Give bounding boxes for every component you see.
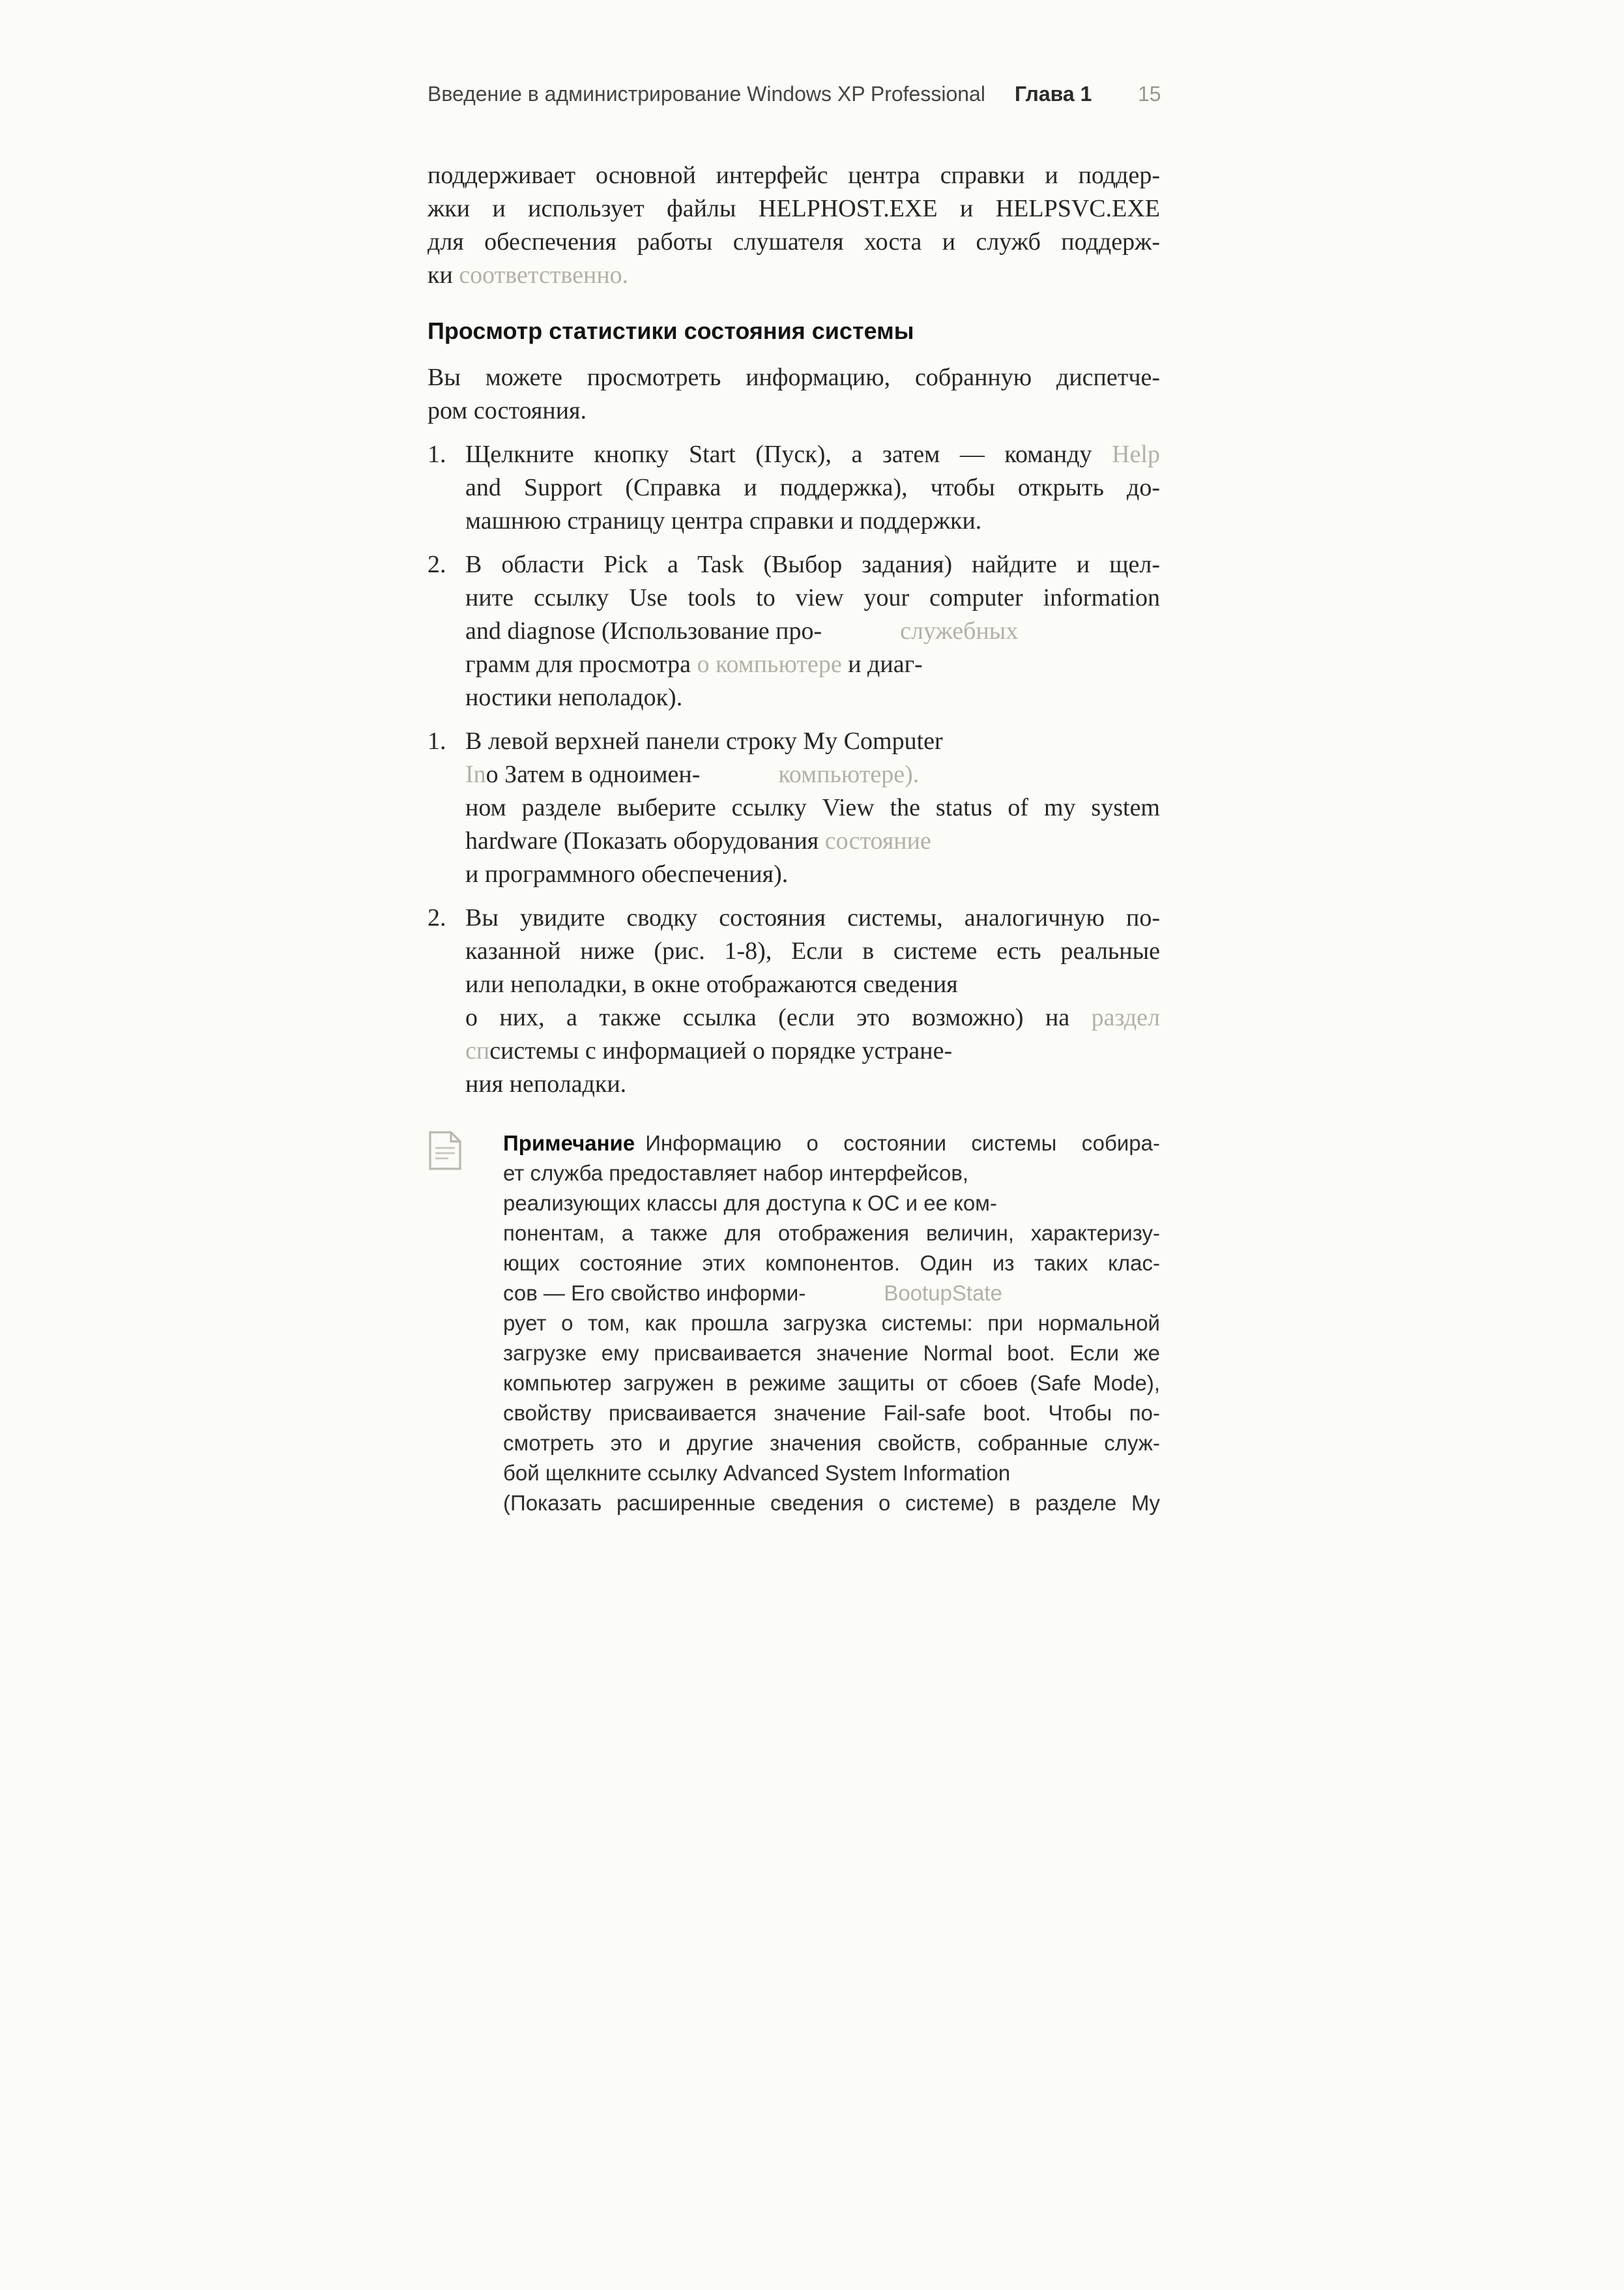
note-icon [428, 1131, 463, 1170]
text-segment: Вы можете просмотреть информацию, собранную диспетче- [428, 364, 1160, 391]
text-segment: (Показать расширенные сведения о системе) в разделе My [503, 1491, 1160, 1515]
text-segment: системы с информацией о порядке устране- [489, 1037, 953, 1064]
text-segment: для обеспечения работы слушателя хоста и служб поддерж- [428, 228, 1160, 256]
faded-text: Help [1112, 441, 1160, 468]
text-segment: и диаг- [841, 651, 923, 678]
text-line [428, 159, 1160, 192]
text-segment: смотреть это и другие значения свойств, собранные служ- [503, 1431, 1160, 1455]
list-number: 1. [428, 441, 446, 468]
text-line [503, 1308, 1160, 1338]
text-segment: ющих состояние этих компонентов. Один из таких клас- [503, 1251, 1160, 1275]
list-number: 2. [428, 904, 446, 932]
text-line [465, 471, 1160, 505]
list-number: 1. [428, 727, 446, 755]
text-segment: ния неполадки. [465, 1070, 627, 1098]
text-segment: бой щелкните ссылку Advanced System Information [503, 1461, 1011, 1485]
text-line [428, 394, 1160, 428]
text-line [428, 259, 1160, 292]
text-segment: ните ссылку Use tools to view your computer information [465, 584, 1160, 611]
text-line [503, 1128, 1160, 1158]
text-line [428, 192, 1160, 226]
text-line [465, 1001, 1160, 1035]
list-item-body [465, 725, 1160, 891]
text-line [503, 1248, 1160, 1278]
list-item-body [465, 438, 1160, 538]
running-header [428, 82, 1210, 111]
section-heading: Просмотр статистики состояния системы [428, 317, 914, 344]
text-segment: компьютер загружен в режиме защиты от сбоев (Safe Mode), [503, 1371, 1160, 1395]
text-line [465, 725, 1160, 758]
text-segment: and Support (Справка и поддержка), чтобы открыть до- [465, 474, 1160, 501]
text-segment: реализующих классы для доступа к ОС и ее ком- [503, 1191, 997, 1215]
text-line [428, 226, 1160, 259]
list-item-step-2 [428, 548, 1160, 714]
text-line [503, 1338, 1160, 1368]
text-line [428, 361, 1160, 394]
text-segment: ностики неполадок). [465, 684, 683, 711]
list-item-substep-2 [428, 902, 1160, 1101]
header-page-number: 15 [1138, 82, 1161, 106]
text-segment: сов — Его свойство информи- [503, 1281, 806, 1305]
text-line [465, 935, 1160, 968]
faded-text: служебных [900, 617, 1019, 645]
header-title: Введение в администрирование Windows XP Professional [428, 82, 985, 106]
list-item-step-1 [428, 438, 1160, 538]
text-line [465, 968, 1160, 1001]
text-line [465, 758, 1160, 791]
text-line [503, 1398, 1160, 1428]
text-line [465, 1068, 1160, 1101]
faded-text: BootupState [884, 1281, 1002, 1305]
text-line [465, 902, 1160, 935]
text-segment: казанной ниже (рис. 1-8), Если в системе есть реальные [465, 937, 1160, 965]
list-item-body [465, 548, 1160, 714]
list-item-substep-1 [428, 725, 1160, 891]
text-line [503, 1458, 1160, 1488]
note-body [503, 1128, 1160, 1518]
text-segment: понентам, а также для отображения величин, характеризу- [503, 1221, 1160, 1245]
text-line [503, 1368, 1160, 1398]
text-segment: машнюю страницу центра справки и поддержки. [465, 507, 982, 535]
list-item-body [465, 902, 1160, 1101]
list-number: 2. [428, 551, 446, 578]
text-segment: hardware (Показать оборудования [465, 827, 825, 855]
faded-text: In [465, 761, 486, 788]
text-segment: поддерживает основной интерфейс центра справки и поддер- [428, 162, 1160, 189]
faded-text: сп [465, 1037, 490, 1064]
text-segment: загрузке ему присваивается значение Normal boot. Если же [503, 1341, 1160, 1365]
text-line [465, 681, 1160, 714]
text-segment: или неполадки, в окне отображаются сведения [465, 971, 958, 998]
text-line [503, 1428, 1160, 1458]
text-segment: о них, а также ссылка (если это возможно) на [465, 1004, 1092, 1031]
content [428, 159, 1160, 1518]
text-line [465, 648, 1160, 681]
text-line [465, 791, 1160, 825]
text-segment: В левой верхней панели строку My Computer [465, 727, 943, 755]
header-chapter: Глава 1 [1015, 82, 1092, 106]
text-line [465, 581, 1160, 615]
text-line [465, 858, 1160, 891]
text-line [503, 1188, 1160, 1218]
text-line [503, 1488, 1160, 1518]
text-segment: Вы увидите сводку состояния системы, аналогичную по- [465, 904, 1160, 932]
text-segment: жки и использует файлы HELPHOST.EXE и HELPSVC.EXE [428, 195, 1160, 222]
text-segment: о Затем в одноимен- [486, 761, 701, 788]
text-line [465, 505, 1160, 538]
text-segment: ром состояния. [428, 397, 587, 424]
text-segment: ки [428, 261, 459, 289]
section-intro [428, 361, 1160, 428]
text-segment: рует о том, как прошла загрузка системы: при нормальной [503, 1311, 1160, 1335]
text-line [465, 1035, 1160, 1068]
text-line [503, 1218, 1160, 1248]
text-segment: ном разделе выберите ссылку View the status of my system [465, 794, 1160, 821]
text-segment: Информацию о состоянии системы собира- [645, 1131, 1160, 1155]
text-segment: и программного обеспечения). [465, 860, 789, 888]
text-segment: грамм для просмотра [465, 651, 697, 678]
note-icon-column [428, 1128, 503, 1518]
text-line [465, 548, 1160, 581]
text-line [465, 438, 1160, 471]
note-label: Примечание [503, 1131, 635, 1155]
faded-text: состояние [824, 827, 931, 855]
intro-paragraph [428, 159, 1160, 292]
faded-text: раздел [1091, 1004, 1160, 1031]
text-line [503, 1158, 1160, 1188]
text-line [465, 825, 1160, 858]
text-segment: ет служба предоставляет набор интерфейсов, [503, 1161, 969, 1185]
faded-text: компьютере). [778, 761, 920, 788]
text-segment: Щелкните кнопку Start (Пуск), а затем — команду [465, 441, 1112, 468]
text-segment: свойству присваивается значение Fail-safe boot. Чтобы по- [503, 1401, 1160, 1425]
note-block [428, 1128, 1160, 1518]
faded-text: соответственно. [459, 261, 629, 289]
text-line [465, 615, 1160, 648]
text-line [503, 1278, 1160, 1308]
faded-text: о компьютере [697, 651, 842, 678]
text-segment: and diagnose (Использование про- [465, 617, 822, 645]
text-segment: В области Pick a Task (Выбор задания) найдите и щел- [465, 551, 1160, 578]
